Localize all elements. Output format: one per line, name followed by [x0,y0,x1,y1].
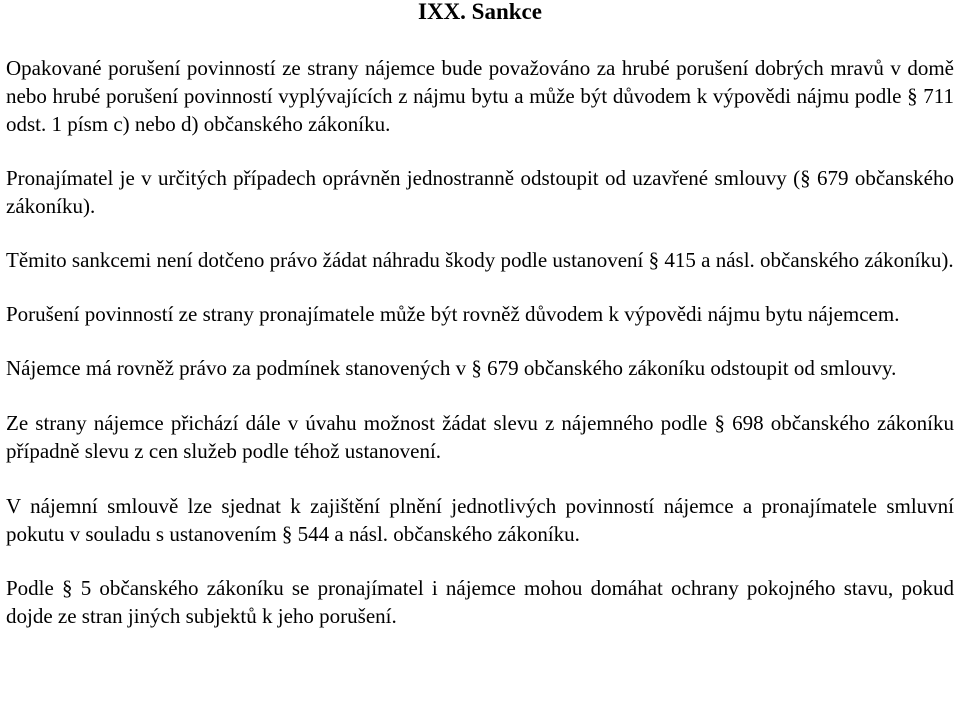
paragraph-landlord-breach: Porušení povinností ze strany pronajímatele může být rovněž důvodem k výpovědi nájmu bytu nájemcem. [6,302,900,326]
paragraph-contractual-penalty: V nájemní smlouvě lze sjednat k zajištění plnění jednotlivých povinností nájemce a pronajímatele smluvní pokutu v souladu s ustanovením § 544 a násl. občanského zákoníku. [6,494,954,546]
section-heading: IXX. Sankce [418,0,542,24]
paragraph-rent-discount: Ze strany nájemce přichází dále v úvahu možnost žádat slevu z nájemného podle § 698 občanského zákoníku případně slevu z cen služeb podle téhož ustanovení. [6,411,954,463]
paragraph-repeated-breach: Opakované porušení povinností ze strany nájemce bude považováno za hrubé porušení dobrých mravů v domě nebo hrubé porušení povinností vyplývajících z nájmu bytu a může být důvodem k výpovědi nájmu podle § 711 odst. 1 písm c) nebo d) občanského zákoníku. [6,56,954,136]
paragraph-landlord-withdrawal: Pronajímatel je v určitých případech oprávněn jednostranně odstoupit od uzavřené smlouvy (§ 679 občanského zákoníku). [6,166,954,218]
paragraph-tenant-withdrawal: Nájemce má rovněž právo za podmínek stanovených v § 679 občanského zákoníku odstoupit od smlouvy. [6,356,897,380]
paragraph-peaceful-possession: Podle § 5 občanského zákoníku se pronajímatel i nájemce mohou domáhat ochrany pokojného stavu, pokud dojde ze stran jiných subjektů k jeho porušení. [6,576,954,628]
paragraph-damages: Těmito sankcemi není dotčeno právo žádat náhradu škody podle ustanovení § 415 a násl. občanského zákoníku). [6,248,954,272]
document-page [6,0,954,630]
